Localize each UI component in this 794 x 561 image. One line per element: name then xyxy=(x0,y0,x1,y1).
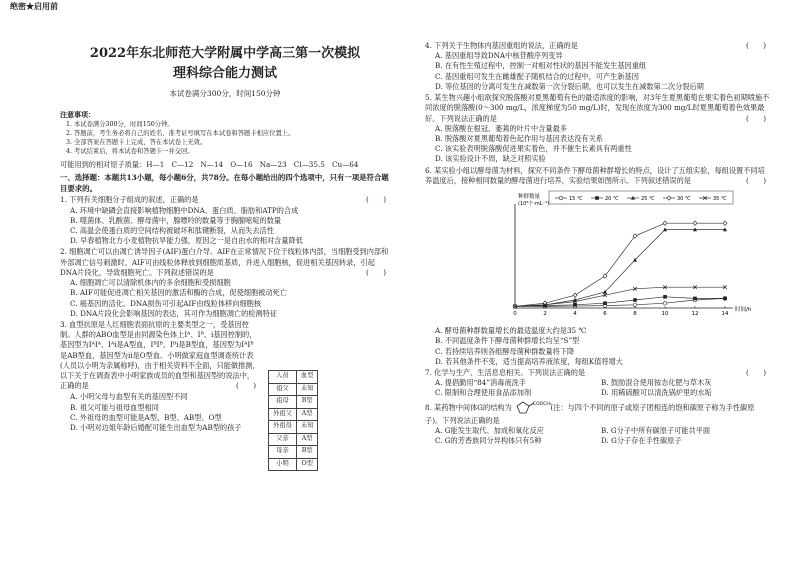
option: C. 癌基因的活化、DNA损伤可引起AIF由线粒体移向细胞核 xyxy=(70,298,262,308)
answer-paren: ( ) xyxy=(366,195,386,205)
left-column xyxy=(60,40,390,433)
x-tick-label: 2 xyxy=(543,311,547,318)
section-heading: 一、选择题：本题共13小题，每小题6分，共78分。在每小题给出的四个选项中，只有一项是符合题目要求的。 xyxy=(60,173,389,193)
legend-marker xyxy=(559,196,563,200)
table-row xyxy=(269,433,318,446)
table-row xyxy=(269,446,318,459)
table-cell: B型 xyxy=(296,446,318,459)
data-point xyxy=(573,293,577,297)
option: D. 若其他条件不变，适当提高培养液浓度，每组K值将增大 xyxy=(435,356,623,366)
option: B. 噬菌体、乳酸菌、酵母菌中，腺嘌呤的数量等于胸腺嘧啶的数量 xyxy=(70,215,282,225)
table-header-row xyxy=(269,371,318,384)
x-tick-label: 6 xyxy=(603,311,607,318)
question-stem: 3. 血型抗原是人红细胞表面抗原的主要类型之一，受基因控制。人群的ABO血型是由同源染色体上Iᴬ、Iᴮ、i基因控制的，基因型为IᴬIᴬ、Iᴬi是A型血，IᴮIᴮ、Iᴮi是B型血，基因型为IᴬIᴮ是AB型血，基因型为ii是O型血。小明做家庭血型调查统计表(人员以小明为亲属称呼)，由于相关资料不全面，只能做推测，以下关于在调查表中小明家族成员的血型和基因型的说法中，正确的是 xyxy=(60,319,260,391)
question-stem: 7. 化学与生产、生活息息相关。下列说法正确的是 xyxy=(425,367,586,377)
question-4 xyxy=(425,41,770,92)
answer-paren: ( ) xyxy=(746,113,766,123)
x-tick-label: 12 xyxy=(691,311,699,318)
x-tick-label: 0 xyxy=(513,311,517,318)
y-axis-label: 种群数量 xyxy=(518,194,541,201)
data-point xyxy=(603,301,607,305)
data-point xyxy=(663,301,667,305)
option: D. 早春植物北方小麦植物抗旱能力强，原因之一是自由水的相对含量降低 xyxy=(70,236,303,246)
table-cell: 祖母 xyxy=(269,396,297,409)
option: D. 小明对边姐年龄后婚配可能生出血型为AB型的孩子 xyxy=(70,423,242,433)
table-cell: 祖父 xyxy=(269,383,297,396)
question-3 xyxy=(60,320,260,392)
question-stem: 4. 下列关于生物体内基因重组的说法，正确的是 xyxy=(425,41,578,50)
table-header: 血型 xyxy=(296,371,318,384)
option: D. 该实验设计不周，缺乏对照实验 xyxy=(435,154,546,164)
option: C. 外祖母的血型可能是A型、B型、AB型、O型 xyxy=(70,412,222,422)
notice-item: 3. 全部答案在答题卡上完成，答在本试卷上无效。 xyxy=(66,138,207,146)
option: C. 限制和合理使用食品添加剂 xyxy=(435,388,532,398)
confidential-mark: 绝密★启用前 xyxy=(10,1,58,11)
answer-paren: ( ) xyxy=(236,381,256,391)
table-cell: O型 xyxy=(296,458,318,471)
option: B. 脱落酸对夏黑葡萄着色起作用与基因表达没有关系 xyxy=(435,133,603,143)
exam-title: 2022年东北师范大学附属中学高三第一次模拟 xyxy=(89,46,361,61)
option: D. 等位基因的分离可发生在减数第一次分裂后期，也可以发生在减数第二次分裂后期 xyxy=(435,81,704,91)
option: C. 基因重组可发生在雌雄配子随机结合的过程中，可产生新基因 xyxy=(435,71,639,81)
option: D. G分子存在手性碳原子 xyxy=(601,436,682,446)
notice-title: 注意事项： xyxy=(60,109,95,119)
legend-label: 30 ℃ xyxy=(677,196,691,203)
question-1 xyxy=(60,195,390,246)
legend-label: 20 ℃ xyxy=(605,196,619,203)
table-cell: B型 xyxy=(296,396,318,409)
data-point xyxy=(573,303,577,307)
data-point xyxy=(693,297,697,301)
series-line xyxy=(515,223,725,306)
table-cell: 小明 xyxy=(269,458,297,471)
blood-type-table xyxy=(268,370,318,471)
question-stem: 8. 某药物中间体G的结构为 xyxy=(425,402,512,412)
table-cell: 未知 xyxy=(296,421,318,434)
option: D. 用稀硫酸可以清洗锅炉里的水垢 xyxy=(601,388,712,398)
table-row xyxy=(269,458,318,471)
table-cell: 未知 xyxy=(296,383,318,396)
option: B. AIF可能促进凋亡相关基因的激活和酶的合成，促使细胞被动死亡 xyxy=(70,288,287,298)
option: A. 环境中缺磷会直接影响植物细胞中DNA、蛋白质、脂肪和ATP的合成 xyxy=(70,205,299,215)
data-point xyxy=(723,297,727,301)
option-row xyxy=(425,426,770,436)
data-point xyxy=(663,295,667,299)
y-axis-unit: (10⁶个·mL⁻¹) xyxy=(518,201,550,208)
question-2 xyxy=(60,247,390,319)
table-cell: 外祖父 xyxy=(269,408,297,421)
option: A. G能发生取代、加成和氧化反应 xyxy=(435,425,544,435)
legend-marker xyxy=(667,196,671,200)
right-column xyxy=(425,40,770,446)
option: B. 祖父可能与祖母血型相同 xyxy=(70,402,159,412)
question-stem-continued: (注：与四个不同的原子或原子团相连的饱和碳原子称为手性碳原子)。下列说法正确的是 xyxy=(425,402,755,425)
answer-paren: ( ) xyxy=(746,41,766,50)
notice-item: 2. 答题前，考生务必将自己的姓名、准考证号填写在本试卷和答题卡相应位置上。 xyxy=(66,129,295,137)
chart-svg xyxy=(425,186,770,326)
option: B. 不同温度条件下酵母菌种群增长均呈“S”型 xyxy=(435,336,580,346)
option-row xyxy=(425,378,770,388)
table-row xyxy=(269,408,318,421)
table-row xyxy=(269,421,318,434)
exam-subtitle: 理科综合能力测试 xyxy=(172,65,277,81)
question-stem: 2. 细胞凋亡可以由凋亡诱导因子(AIF)蛋白介导。AIF在正常情况下位于线粒体内部，当细胞受到内部和外部凋亡信号刺激时，AIF可由线粒体释放到细胞质基质，并进入细胞核，促进相关基因转录，引起DNA片段化，导致细胞死亡。下列叙述错误的是 xyxy=(60,247,389,277)
question-3-options xyxy=(60,392,390,433)
legend-label: 15 ℃ xyxy=(569,196,583,203)
question-stem: 5. 某生物兴趣小组欲探究脱落酸对夏黑葡萄有色的最适浓度的影响，对3年生夏黑葡萄在果实着色初期喷施不同浓度的脱落酸(0～300 mg/L，浓度梯度为50 mg/L)时，发现在浓度为300 mg/L时夏黑葡萄着色效果最好。下列说法正确的是 xyxy=(425,93,770,123)
x-tick-label: 14 xyxy=(721,311,729,318)
data-point xyxy=(693,221,697,225)
notice-item: 4. 考试结束后，将本试卷和答题卡一并交回。 xyxy=(66,147,194,155)
option-row xyxy=(425,436,770,446)
data-point xyxy=(663,221,667,225)
x-tick-label: 8 xyxy=(633,311,637,318)
x-tick-label: 10 xyxy=(661,311,669,318)
answer-paren: ( ) xyxy=(366,267,386,277)
option: A. 细胞凋亡可以清除机体内的多余细胞和受损细胞 xyxy=(70,278,231,288)
table-header: 人员 xyxy=(269,371,297,384)
notice-list xyxy=(60,120,390,157)
option: C. G的芳香族同分异构体只有5种 xyxy=(435,436,542,446)
option: B. 鼓励混合使用铵态化肥与草木灰 xyxy=(601,378,712,388)
option: B. 在有性生殖过程中，控制一对相对性状的基因不能发生基因重组 xyxy=(435,61,647,71)
question-6 xyxy=(425,166,770,367)
table-cell: 外祖母 xyxy=(269,421,297,434)
atomic-masses: 可能用到的相对原子质量：H—1 C—12 N—14 O—16 Na—23 Cl—35.5 Cu—64 xyxy=(60,160,359,170)
answer-paren: ( ) xyxy=(746,175,766,185)
table-row xyxy=(269,383,318,396)
series-line xyxy=(515,230,725,307)
question-7 xyxy=(425,368,770,399)
option: C. 该实验表明脱落酸促进果实着色，并不催生长素具有两重性 xyxy=(435,144,632,154)
cyclopentene-structure-icon xyxy=(514,400,552,416)
legend-marker xyxy=(595,196,599,200)
question-stem: 1. 下列有关细胞分子组成的叙述，正确的是 xyxy=(60,195,199,205)
option: A. 基因重组导致DNA中核苷酸序列变异 xyxy=(435,51,563,61)
option: A. 小明父母与血型有关的基因型不同 xyxy=(70,392,188,402)
table-cell: 母亲 xyxy=(269,446,297,459)
option-row xyxy=(425,388,770,398)
x-tick-label: 4 xyxy=(573,311,577,318)
question-5 xyxy=(425,93,770,165)
table-cell: 父亲 xyxy=(269,433,297,446)
option: C. 高温会使蛋白质的空间结构被破坏和肽键断裂，从而失去活性 xyxy=(70,225,274,235)
question-stem: 6. 某实验小组以酵母菌为材料，探究不同条件下酵母菌种群增长的特点，设计了五组实验，每组设置不同培养温度后，接种相同数量的酵母菌进行培养，实验结果如图所示。下列叙述错误的是 xyxy=(425,165,765,185)
option: C. 若持续培养则各组酵母菌种群数量将下降 xyxy=(435,346,575,356)
table-row xyxy=(269,396,318,409)
option: A. 脱落酸在根冠、萎蔫的叶片中含量最多 xyxy=(435,123,567,133)
question-8 xyxy=(425,400,770,447)
exam-meta: 本试卷满分300分，时间150分钟 xyxy=(169,89,281,98)
option: A. 提倡勤用“84”消毒液洗手 xyxy=(435,378,526,388)
data-point xyxy=(723,221,727,225)
data-point xyxy=(633,298,637,302)
notice-item: 1. 本试卷满分300分，时间150分钟。 xyxy=(66,120,174,128)
table-cell: A型 xyxy=(296,408,318,421)
option: B. G分子中所有碳原子可能共平面 xyxy=(601,425,711,435)
yeast-growth-chart xyxy=(425,186,770,326)
option: D. DNA片段化会影响基因的表达，其可作为细胞凋亡的检测特征 xyxy=(70,308,278,318)
legend-label: 35 ℃ xyxy=(713,196,727,203)
ester-group-label: COOCH₃ xyxy=(533,401,552,407)
answer-paren: ( ) xyxy=(746,367,766,377)
data-point xyxy=(633,303,637,307)
x-axis-label: 时间/h xyxy=(735,307,752,314)
option: A. 酵母菌种群数量增长的最适温度大约是35 ℃ xyxy=(435,326,587,336)
legend-label: 25 ℃ xyxy=(641,196,655,203)
table-cell: A型 xyxy=(296,433,318,446)
